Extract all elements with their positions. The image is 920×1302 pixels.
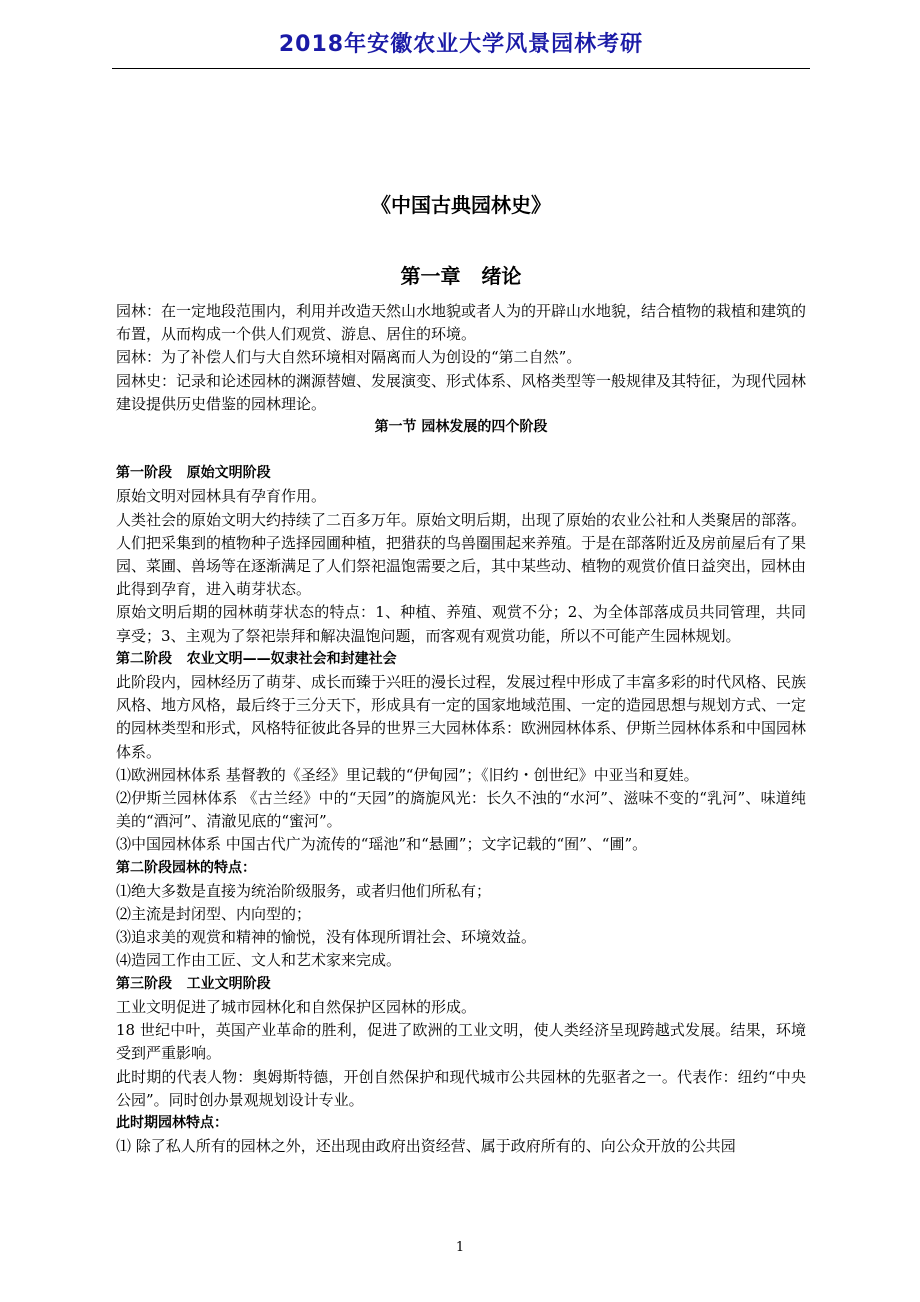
paragraph: 人类社会的原始文明大约持续了二百多万年。原始文明后期，出现了原始的农业公社和人类聚居的部落。人们把采集到的植物种子选择园圃种植，把猎获的鸟兽圈围起来养殖。于是在部落附近及房前屋后有了果园、菜圃、兽场等在逐渐满足了人们祭祀温饱需要之后，其中某些动、植物的观赏价值日益突出，园林由此得到孕育，进入萌芽状态。 [116, 510, 807, 599]
stage-heading: 第一阶段 原始文明阶段 [116, 465, 271, 482]
paragraph: 原始文明后期的园林萌芽状态的特点：1、种植、养殖、观赏不分；2、为全体部落成员共同管理，共同享受；3、主观为了祭祀崇拜和解决温饱问题，而客观有观赏功能，所以不可能产生园林规划。 [116, 603, 806, 645]
stage-heading: 此时期园林特点： [116, 1114, 228, 1131]
paragraph: ⑴绝大多数是直接为统治阶级服务，或者归他们所私有； [116, 881, 492, 900]
paragraph: 工业文明促进了城市园林化和自然保护区园林的形成。 [116, 997, 477, 1016]
paragraph: 原始文明对园林具有孕育作用。 [116, 487, 327, 506]
header-divider [112, 68, 810, 69]
paragraph: ⑵伊斯兰园林体系 《古兰经》中的“天园”的旖旎风光：长久不浊的“水河”、滋味不变的“乳河”、味道纯美的“酒河”、清澈见底的“蜜河”。 [116, 789, 806, 831]
page-number: 1 [455, 1240, 465, 1255]
stage-heading: 第二阶段园林的特点： [116, 859, 256, 876]
paragraph: ⑶追求美的观赏和精神的愉悦，没有体现所谓社会、环境效益。 [116, 928, 537, 947]
paragraph: ⑵主流是封闭型、内向型的； [116, 905, 312, 924]
paragraph: 园林：在一定地段范围内，利用并改造天然山水地貌或者人为的开辟山水地貌，结合植物的栽植和建筑的布置，从而构成一个供人们观赏、游息、居住的环境。 [116, 302, 807, 344]
page-header-title: 2018年安徽农业大学风景园林考研 [278, 32, 644, 57]
paragraph: 18 世纪中叶，英国产业革命的胜利，促进了欧洲的工业文明，使人类经济呈现跨越式发展。结果，环境受到严重影响。 [116, 1021, 806, 1063]
book-title: 《中国古典园林史》 [371, 193, 551, 217]
paragraph: ⑴欧洲园林体系 基督教的《圣经》里记载的“伊甸园”；《旧约・创世纪》中亚当和夏娃。 [116, 765, 699, 784]
paragraph: 园林史：记录和论述园林的渊源替嬗、发展演变、形式体系、风格类型等一般规律及其特征，为现代园林建设提供历史借鉴的园林理论。 [116, 371, 807, 413]
section-heading: 第一节 园林发展的四个阶段 [374, 419, 548, 436]
paragraph: 此阶段内，园林经历了萌芽、成长而臻于兴旺的漫长过程，发展过程中形成了丰富多彩的时代风格、民族风格、地方风格，最后终于三分天下，形成具有一定的国家地域范围、一定的造园思想与规划方式、一定的园林类型和形式，风格特征彼此各异的世界三大园林体系：欧洲园林体系、伊斯兰园林体系和中国园林体系。 [116, 673, 807, 761]
paragraph: 此时期的代表人物：奥姆斯特德，开创自然保护和现代城市公共园林的先驱者之一。代表作：纽约“中央公园”。同时创办景观规划设计专业。 [116, 1067, 806, 1109]
paragraph: ⑷造园工作由工匠、文人和艺术家来完成。 [116, 951, 402, 970]
stage-heading: 第三阶段 工业文明阶段 [116, 975, 271, 992]
stage-heading: 第二阶段 农业文明——奴隶社会和封建社会 [116, 650, 397, 667]
paragraph: ⑶中国园林体系 中国古代广为流传的“瑶池”和“悬圃”；文字记载的“囿”、“圃”。 [116, 835, 648, 854]
chapter-title: 第一章 绪论 [400, 264, 522, 288]
paragraph: 园林：为了补偿人们与大自然环境相对隔离而人为创设的“第二自然”。 [116, 348, 582, 367]
paragraph: ⑴ 除了私人所有的园林之外，还出现由政府出资经营、属于政府所有的、向公众开放的公共园 [116, 1137, 736, 1156]
document-body [116, 300, 806, 1158]
